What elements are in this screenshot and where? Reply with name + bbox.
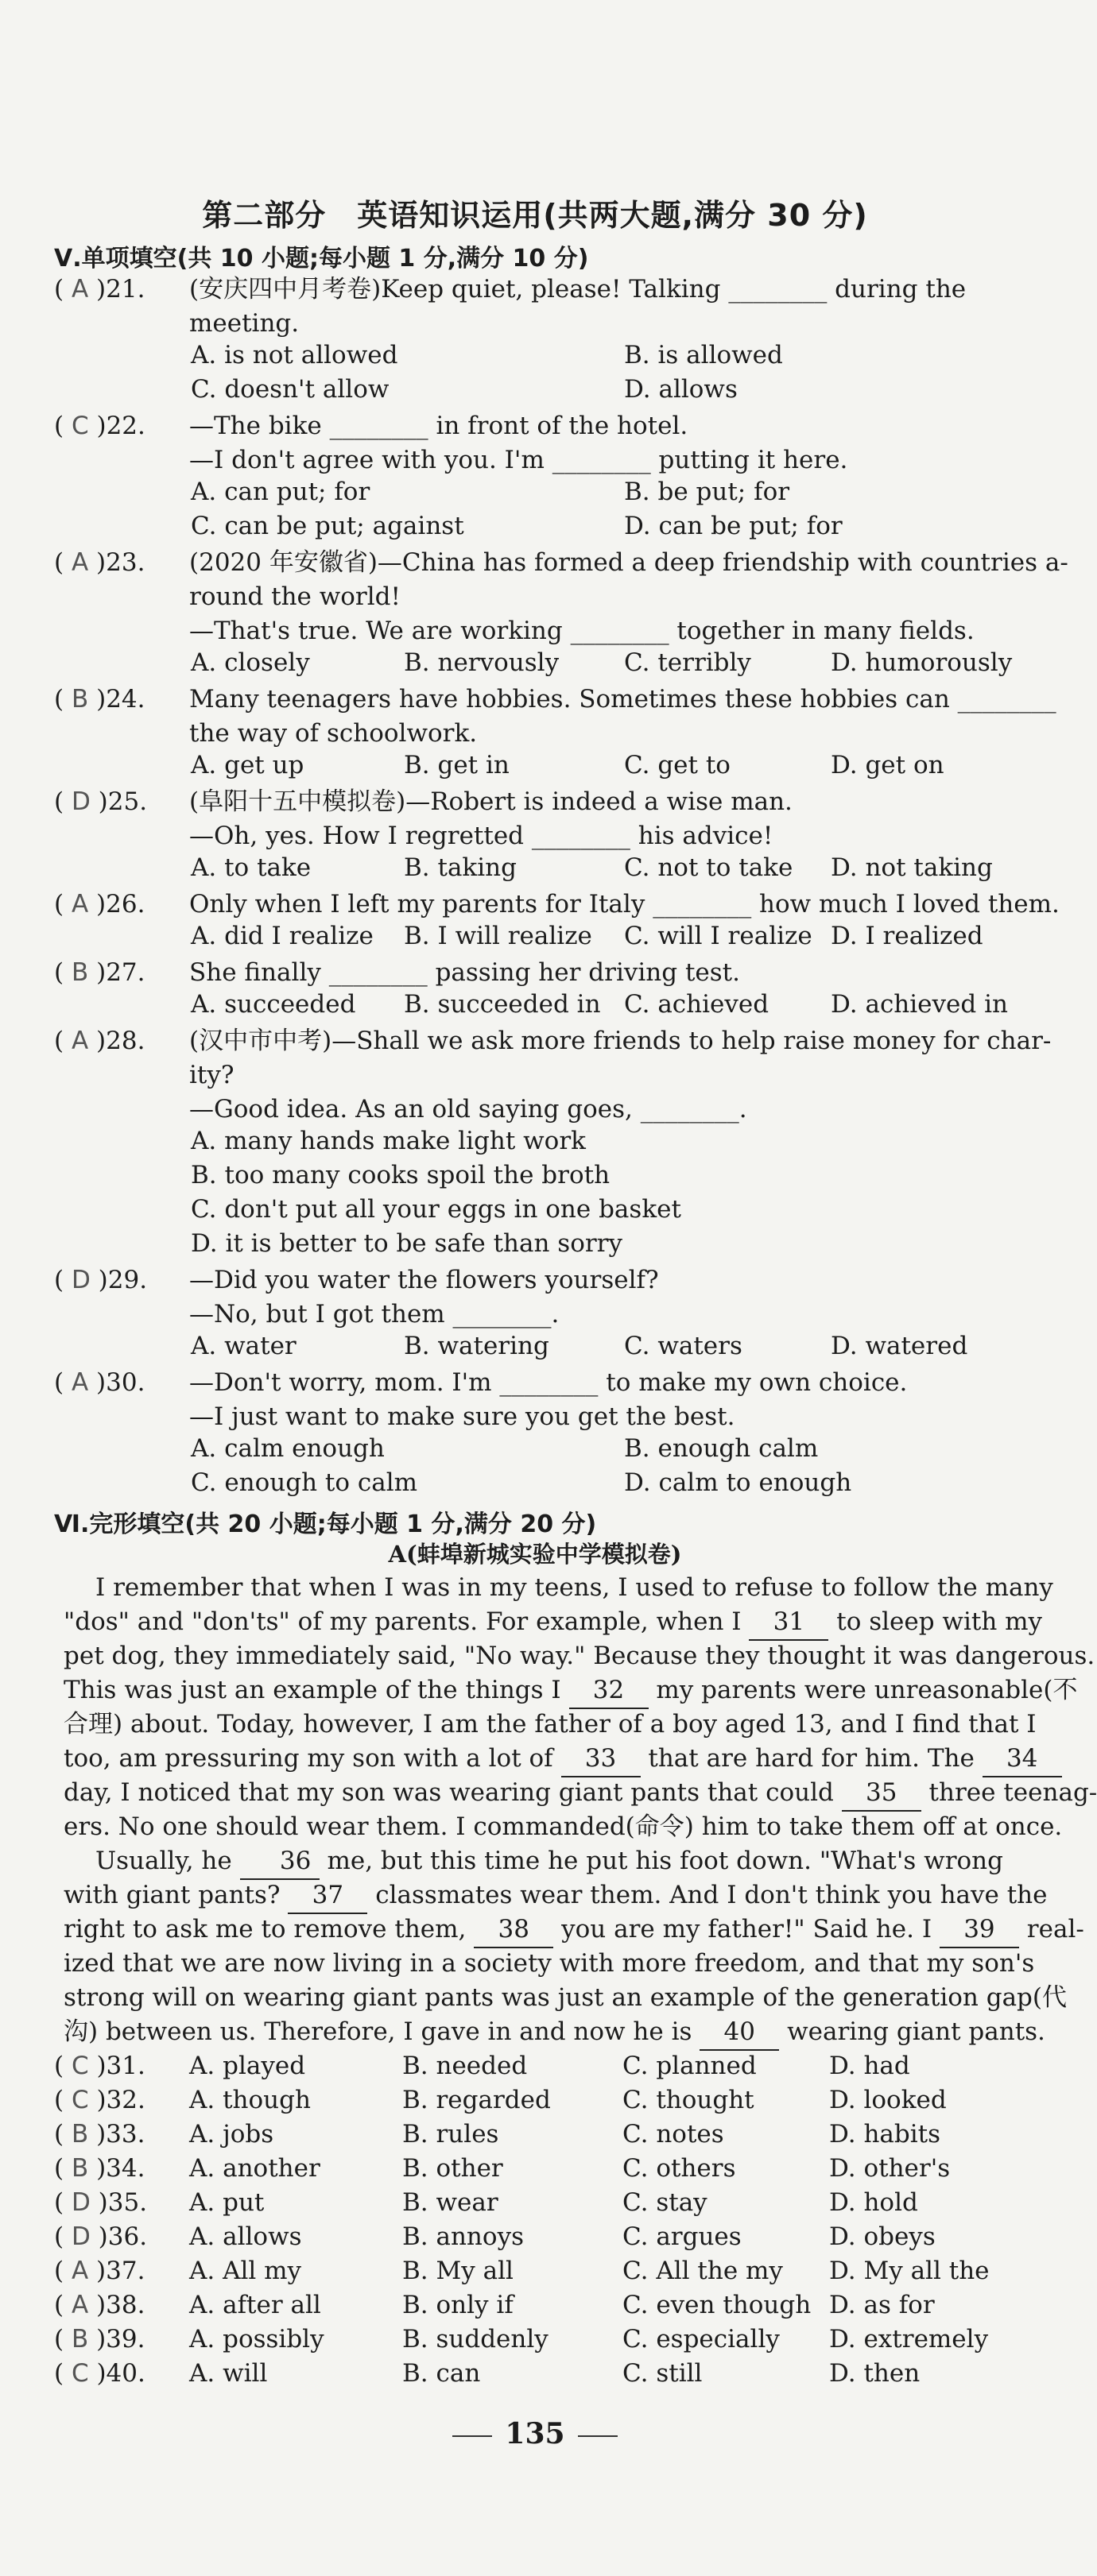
options-28	[191, 1127, 986, 1161]
options-29	[191, 1332, 1018, 1366]
cloze-item: ( C )31. A. played B. needed C. planned D. had	[54, 2049, 1054, 2083]
passage-line: I remember that when I was in my teens, I used to refuse to follow the many	[95, 1573, 1053, 1602]
option-c: C. stay	[622, 2188, 707, 2217]
options-23	[191, 648, 1018, 683]
passage-title: A(蚌埠新城实验中学模拟卷)	[388, 1541, 682, 1568]
answer-mark: B	[71, 2120, 89, 2149]
option-c: C. can be put; against	[191, 512, 464, 540]
question-27: ( B )27. She finally ________ passing her driving test.	[54, 958, 740, 987]
option-b: B. taking	[404, 853, 517, 882]
option-a: A. is not allowed	[191, 341, 398, 369]
passage-line: right to ask me to remove them, 38 you are my father!" Said he. I 39 real-	[64, 1913, 1054, 1947]
options-28d	[191, 1229, 986, 1263]
passage-line: ized that we are now living in a society with more freedom, and that my son's	[64, 1949, 1035, 1978]
option-c: C. don't put all your eggs in one basket	[191, 1195, 681, 1224]
option-d: D. I realized	[831, 922, 983, 950]
blank-31: 31	[749, 1605, 828, 1641]
option-d: D. allows	[624, 375, 738, 404]
blank-40: 40	[700, 2015, 779, 2051]
option-b: B. suddenly	[402, 2325, 548, 2354]
option-c: C. terribly	[624, 648, 751, 677]
option-b: B. annoys	[402, 2222, 524, 2251]
passage-line: This was just an example of the things I 32 my parents were unreasonable(不	[64, 1673, 1054, 1708]
part-title: 第二部分 英语知识运用(共两大题,满分 30 分)	[202, 198, 868, 233]
page-number: 135	[505, 2417, 565, 2450]
options-22b	[191, 512, 986, 546]
cloze-item: ( A )38. A. after all B. only if C. even though D. as for	[54, 2288, 1054, 2323]
option-a: A. another	[189, 2154, 320, 2183]
blank-36: 36	[240, 1844, 320, 1880]
option-b: B. I will realize	[404, 922, 592, 950]
answer-mark: A	[71, 275, 89, 304]
option-c: C. even though	[622, 2291, 812, 2319]
question-29: ( D )29. —Did you water the flowers yourself? —No, but I got them ________.	[54, 1266, 659, 1329]
options-25	[191, 853, 1018, 888]
option-d: D. My all the	[829, 2257, 990, 2285]
question-26: ( A )26. Only when I left my parents for Italy ________ how much I loved them.	[54, 890, 1060, 919]
options-26	[191, 922, 1018, 956]
options-28b	[191, 1161, 986, 1195]
option-a: A. did I realize	[191, 922, 374, 950]
option-b: B. only if	[402, 2291, 514, 2319]
passage-line: 合理) about. Today, however, I am the father of a boy aged 13, and I find that I	[64, 1710, 1037, 1739]
option-d: D. hold	[829, 2188, 918, 2217]
answer-mark: B	[71, 685, 89, 714]
option-d: D. it is better to be safe than sorry	[191, 1229, 623, 1258]
option-b: B. My all	[402, 2257, 514, 2285]
option-b: B. regarded	[402, 2086, 551, 2114]
option-d: D. extremely	[829, 2325, 989, 2354]
question-30: ( A )30. —Don't worry, mom. I'm ________ to make my own choice. —I just want to make sure you get the best.	[54, 1368, 908, 1431]
answer-mark: C	[71, 2086, 89, 2114]
options-21b	[191, 375, 986, 409]
option-d: D. then	[829, 2359, 921, 2388]
passage-line: "dos" and "don'ts" of my parents. For example, when I 31 to sleep with my	[64, 1605, 1054, 1639]
option-b: B. can	[402, 2359, 481, 2388]
blank-37: 37	[288, 1878, 367, 1914]
blank-32: 32	[569, 1673, 649, 1709]
option-c: C. All the my	[622, 2257, 783, 2285]
page-footer	[0, 2417, 1070, 2450]
option-b: B. enough calm	[624, 1434, 819, 1463]
section-5-heading: Ⅴ.单项填空(共 10 小题;每小题 1 分,满分 10 分)	[54, 245, 589, 273]
passage-line: too, am pressuring my son with a lot of 33 that are hard for him. The 34	[64, 1742, 1054, 1776]
cloze-item: ( C )32. A. though B. regarded C. thought D. looked	[54, 2083, 1054, 2118]
options-22	[191, 478, 986, 512]
answer-mark: C	[71, 2359, 89, 2388]
passage-line: Usually, he 36 me, but this time he put his foot down. "What's wrong	[64, 1844, 1054, 1878]
answer-mark: A	[71, 1027, 89, 1055]
question-24: ( B )24. Many teenagers have hobbies. Sometimes these hobbies can ________ the way of schoolwork.	[54, 685, 1056, 748]
option-c: C. doesn't allow	[191, 375, 390, 404]
option-a: A. to take	[191, 853, 312, 882]
answer-mark: A	[71, 1368, 89, 1397]
option-c: C. notes	[622, 2120, 724, 2149]
option-d: D. other's	[829, 2154, 951, 2183]
answer-mark: D	[71, 2188, 91, 2217]
cloze-item: ( B )33. A. jobs B. rules C. notes D. habits	[54, 2118, 1054, 2152]
option-c: C. achieved	[624, 990, 769, 1019]
option-c: C. will I realize	[624, 922, 812, 950]
answer-mark: B	[71, 958, 89, 987]
option-c: C. others	[622, 2154, 736, 2183]
passage-line: pet dog, they immediately said, "No way." Because they thought it was dangerous.	[64, 1642, 1095, 1670]
option-d: D. habits	[829, 2120, 941, 2149]
passage-line: ers. No one should wear them. I commanded(命令) him to take them off at once.	[64, 1812, 1063, 1841]
options-30	[191, 1434, 986, 1468]
answer-mark: B	[71, 2154, 89, 2183]
options-24	[191, 751, 1018, 785]
answer-mark: A	[71, 890, 89, 919]
options-21	[191, 341, 986, 375]
blank-39: 39	[940, 1913, 1019, 1948]
option-a: A. All my	[189, 2257, 302, 2285]
options-28c	[191, 1195, 986, 1229]
option-a: A. can put; for	[191, 478, 370, 506]
question-28: ( A )28. (汉中市中考)—Shall we ask more friends to help raise money for char- ity? —Good idea. As an old saying goes, ________.	[54, 1027, 1052, 1124]
cloze-item: ( D )35. A. put B. wear C. stay D. hold	[54, 2186, 1054, 2220]
option-b: B. watering	[404, 1332, 549, 1360]
blank-33: 33	[561, 1742, 641, 1777]
option-a: A. after all	[189, 2291, 321, 2319]
option-a: A. closely	[191, 648, 310, 677]
option-b: B. nervously	[404, 648, 560, 677]
option-a: A. calm enough	[191, 1434, 385, 1463]
option-d: D. not taking	[831, 853, 993, 882]
question-23: ( A )23. (2020 年安徽省)—China has formed a deep friendship with countries a- round the world! —That's true. We are working ________ together in many fields.	[54, 548, 1068, 645]
option-a: A. many hands make light work	[191, 1127, 586, 1155]
blank-35: 35	[842, 1776, 921, 1812]
option-a: A. possibly	[189, 2325, 324, 2354]
option-c: C. planned	[622, 2052, 757, 2080]
passage-line: day, I noticed that my son was wearing giant pants that could 35 three teenag-	[64, 1776, 1054, 1810]
option-c: C. waters	[624, 1332, 742, 1360]
option-c: C. not to take	[624, 853, 793, 882]
option-d: D. as for	[829, 2291, 935, 2319]
answer-mark: A	[71, 2257, 89, 2285]
option-a: A. water	[191, 1332, 297, 1360]
cloze-item: ( A )37. A. All my B. My all C. All the my D. My all the	[54, 2254, 1054, 2288]
section-6-heading: Ⅵ.完形填空(共 20 小题;每小题 1 分,满分 20 分)	[54, 1510, 597, 1538]
answer-mark: C	[71, 412, 89, 440]
question-25: ( D )25. (阜阳十五中模拟卷)—Robert is indeed a wise man. —Oh, yes. How I regretted ________ his advice!	[54, 787, 793, 850]
option-d: D. can be put; for	[624, 512, 843, 540]
option-b: B. is allowed	[624, 341, 783, 369]
cloze-passage	[64, 1571, 1097, 2049]
option-a: A. get up	[191, 751, 304, 779]
option-a: A. succeeded	[191, 990, 356, 1019]
option-d: D. looked	[829, 2086, 947, 2114]
options-27	[191, 990, 1018, 1024]
option-b: B. rules	[402, 2120, 499, 2149]
option-b: B. wear	[402, 2188, 498, 2217]
option-a: A. though	[189, 2086, 311, 2114]
blank-34: 34	[983, 1742, 1062, 1777]
option-a: A. allows	[189, 2222, 302, 2251]
option-c: C. argues	[622, 2222, 742, 2251]
cloze-item: ( C )40. A. will B. can C. still D. then	[54, 2357, 1054, 2391]
option-b: B. succeeded in	[404, 990, 601, 1019]
answer-mark: D	[71, 1266, 91, 1294]
option-d: D. humorously	[831, 648, 1013, 677]
question-21: ( A )21. (安庆四中月考卷)Keep quiet, please! Talking ________ during the meeting.	[54, 275, 967, 338]
option-c: C. still	[622, 2359, 703, 2388]
answer-mark: A	[71, 2291, 89, 2319]
answer-mark: B	[71, 2325, 89, 2354]
option-a: A. will	[189, 2359, 268, 2388]
option-d: D. obeys	[829, 2222, 936, 2251]
option-c: C. thought	[622, 2086, 754, 2114]
blank-38: 38	[474, 1913, 553, 1948]
option-c: C. get to	[624, 751, 731, 779]
cloze-item: ( B )34. A. another B. other C. others D. other's	[54, 2152, 1054, 2186]
answer-mark: D	[71, 2222, 91, 2251]
option-d: D. watered	[831, 1332, 968, 1360]
option-b: B. be put; for	[624, 478, 790, 506]
option-c: C. enough to calm	[191, 1468, 418, 1497]
passage-line: strong will on wearing giant pants was just an example of the generation gap(代	[64, 1983, 1067, 2012]
cloze-item: ( D )36. A. allows B. annoys C. argues D. obeys	[54, 2220, 1054, 2254]
passage-line: with giant pants? 37 classmates wear them. And I don't think you have the	[64, 1878, 1054, 1913]
options-30b	[191, 1468, 986, 1503]
answer-mark: C	[71, 2052, 89, 2080]
option-a: A. put	[189, 2188, 265, 2217]
answer-mark: D	[71, 787, 91, 816]
option-a: A. played	[189, 2052, 306, 2080]
passage-line: 沟) between us. Therefore, I gave in and now he is 40 wearing giant pants.	[64, 2015, 1054, 2049]
cloze-item: ( B )39. A. possibly B. suddenly C. especially D. extremely	[54, 2323, 1054, 2357]
option-b: B. needed	[402, 2052, 528, 2080]
option-b: B. too many cooks spoil the broth	[191, 1161, 611, 1189]
option-d: D. achieved in	[831, 990, 1008, 1019]
question-22: ( C )22. —The bike ________ in front of the hotel. —I don't agree with you. I'm ________ putting it here.	[54, 412, 848, 474]
option-c: C. especially	[622, 2325, 780, 2354]
option-a: A. jobs	[189, 2120, 274, 2149]
option-b: B. other	[402, 2154, 503, 2183]
option-d: D. get on	[831, 751, 944, 779]
option-d: D. calm to enough	[624, 1468, 852, 1497]
option-b: B. get in	[404, 751, 510, 779]
answer-mark: A	[71, 548, 89, 577]
option-d: D. had	[829, 2052, 910, 2080]
